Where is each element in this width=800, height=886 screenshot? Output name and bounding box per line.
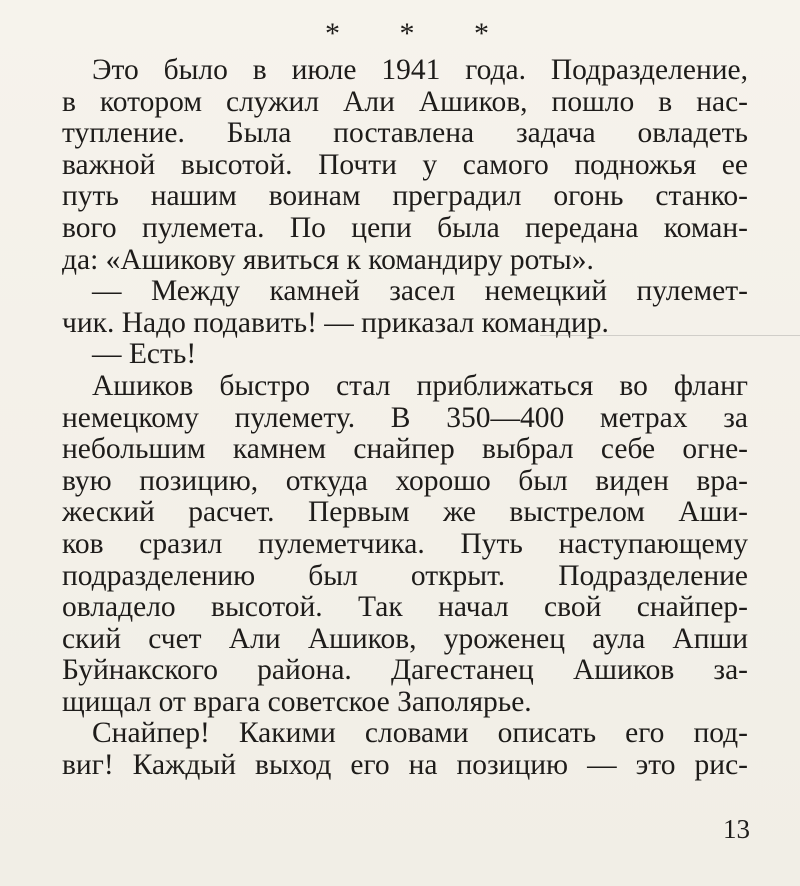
- text-line: жеский расчет. Первым же выстрелом Аши-: [62, 497, 748, 529]
- section-separator: * * *: [325, 17, 515, 50]
- text-line: путь нашим воинам преградил огонь станко-: [62, 181, 748, 213]
- text-line: да: «Ашикову явиться к командиру роты».: [62, 244, 594, 276]
- text-line: виг! Каждый выход его на позицию — это рис-: [62, 750, 748, 782]
- text-line: небольшим камнем снайпер выбрал себе огне-: [62, 434, 748, 466]
- page-number: 13: [723, 814, 750, 844]
- text-line: щищал от врага советское Заполярье.: [62, 686, 532, 718]
- text-line: ский счет Али Ашиков, уроженец аула Апши: [62, 623, 748, 655]
- text-line: Ашиков быстро стал приближаться во фланг: [92, 370, 748, 402]
- text-line: чик. Надо подавить! — приказал командир.: [62, 307, 609, 339]
- text-line: вого пулемета. По цепи была передана коман-: [62, 212, 748, 244]
- text-line: тупление. Была поставлена задача овладеть: [62, 118, 748, 150]
- text-line: подразделению был открыт. Подразделение: [62, 560, 748, 592]
- text-line: Снайпер! Какими словами описать его под-: [92, 718, 748, 750]
- text-line: важной высотой. Почти у самого подножья ее: [62, 149, 748, 181]
- body-text: [62, 55, 748, 782]
- text-line: — Между камней засел немецкий пулемет-: [92, 276, 748, 308]
- paper-crease: [540, 335, 800, 336]
- text-line: Это было в июле 1941 года. Подразделение,: [92, 55, 748, 86]
- text-line: в котором служил Али Ашиков, пошло в нас-: [62, 86, 748, 118]
- text-line: ков сразил пулеметчика. Путь наступающему: [62, 528, 748, 560]
- text-line: вую позицию, откуда хорошо был виден вра-: [62, 465, 748, 497]
- text-line: Буйнакского района. Дагестанец Ашиков за-: [62, 655, 748, 687]
- text-line: — Есть!: [92, 339, 197, 371]
- text-line: немецкому пулемету. В 350—400 метрах за: [62, 402, 748, 434]
- text-line: овладело высотой. Так начал свой снайпер-: [62, 592, 748, 624]
